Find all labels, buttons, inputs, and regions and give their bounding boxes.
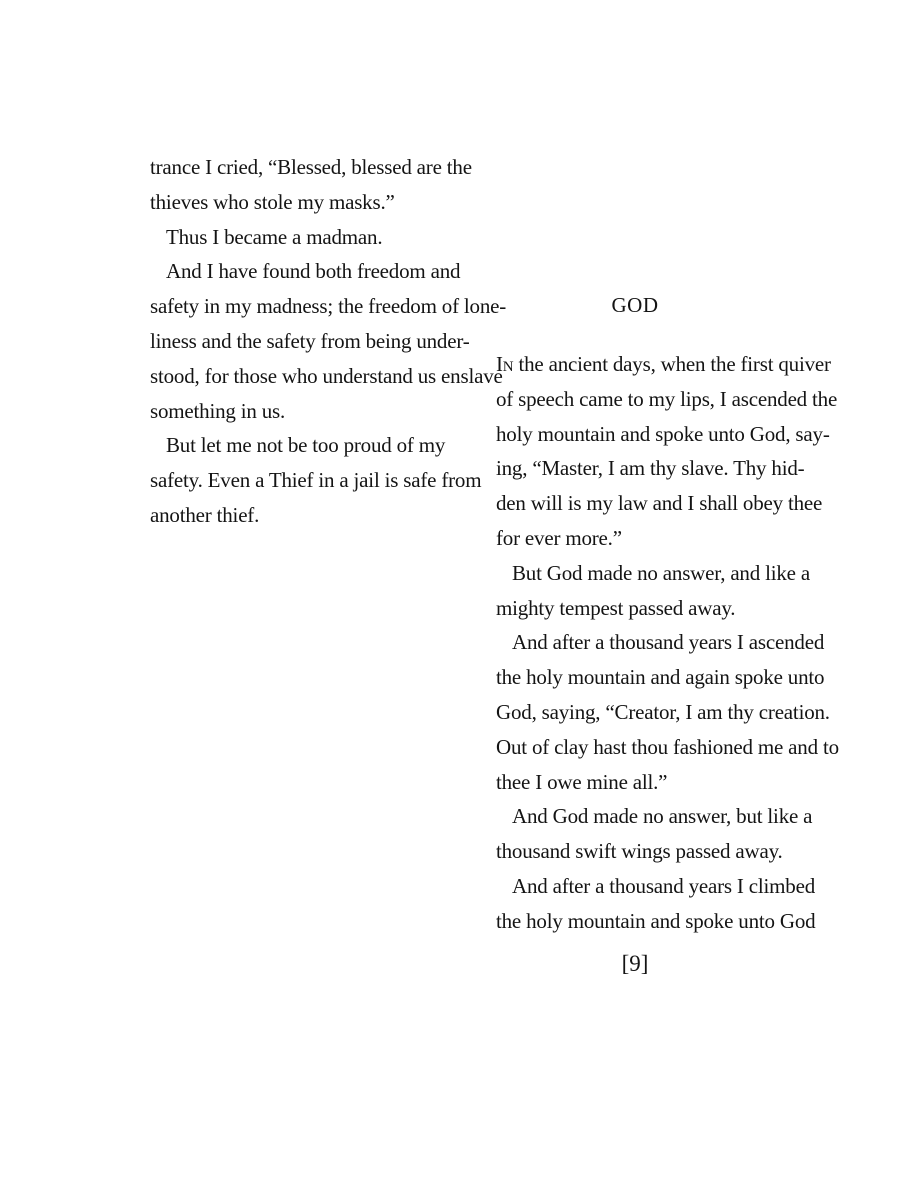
text-line: for ever more.” <box>496 525 622 550</box>
text-line: something in us. <box>150 398 286 423</box>
text-line: the holy mountain and again spoke unto <box>496 665 825 690</box>
text-line: And God made no answer, but like a <box>512 804 813 829</box>
text-line: And after a thousand years I climbed <box>512 873 816 898</box>
drop-word: In <box>496 352 514 376</box>
right-column <box>496 347 839 939</box>
page-number: [9] <box>621 951 649 976</box>
text-line: den will is my law and I shall obey thee <box>496 491 823 516</box>
text-line: And I have found both freedom and <box>166 259 461 284</box>
text-line: thousand swift wings passed away. <box>496 839 783 864</box>
text-line: And after a thousand years I ascended <box>512 630 825 655</box>
text-line: stood, for those who understand us enslave <box>150 363 503 388</box>
text-line: of speech came to my lips, I ascended the <box>496 386 838 411</box>
text-line: holy mountain and spoke unto God, say- <box>496 421 830 446</box>
left-column <box>150 150 507 533</box>
first-line-text: the ancient days, when the first quiver <box>513 352 831 376</box>
text-line: thieves who stole my masks.” <box>150 189 395 214</box>
text-line: thee I owe mine all.” <box>496 769 668 794</box>
text-line: ing, “Master, I am thy slave. Thy hid- <box>496 456 805 481</box>
text-line: safety in my madness; the freedom of lone- <box>150 294 507 319</box>
text-line-first <box>496 347 831 382</box>
text-line: But let me not be too proud of my <box>166 433 446 458</box>
text-line: Out of clay hast thou fashioned me and to <box>496 734 839 759</box>
text-line: the holy mountain and spoke unto God <box>496 908 816 933</box>
text-line: mighty tempest passed away. <box>496 595 736 620</box>
text-line: trance I cried, “Blessed, blessed are the <box>150 155 472 179</box>
text-line: safety. Even a Thief in a jail is safe from <box>150 468 482 493</box>
text-line: Thus I became a madman. <box>166 224 383 249</box>
text-line: liness and the safety from being under- <box>150 328 470 353</box>
text-line: But God made no answer, and like a <box>512 560 810 585</box>
text-line: God, saying, “Creator, I am thy creation. <box>496 699 830 724</box>
text-line: another thief. <box>150 502 260 527</box>
section-heading: GOD <box>611 293 659 317</box>
